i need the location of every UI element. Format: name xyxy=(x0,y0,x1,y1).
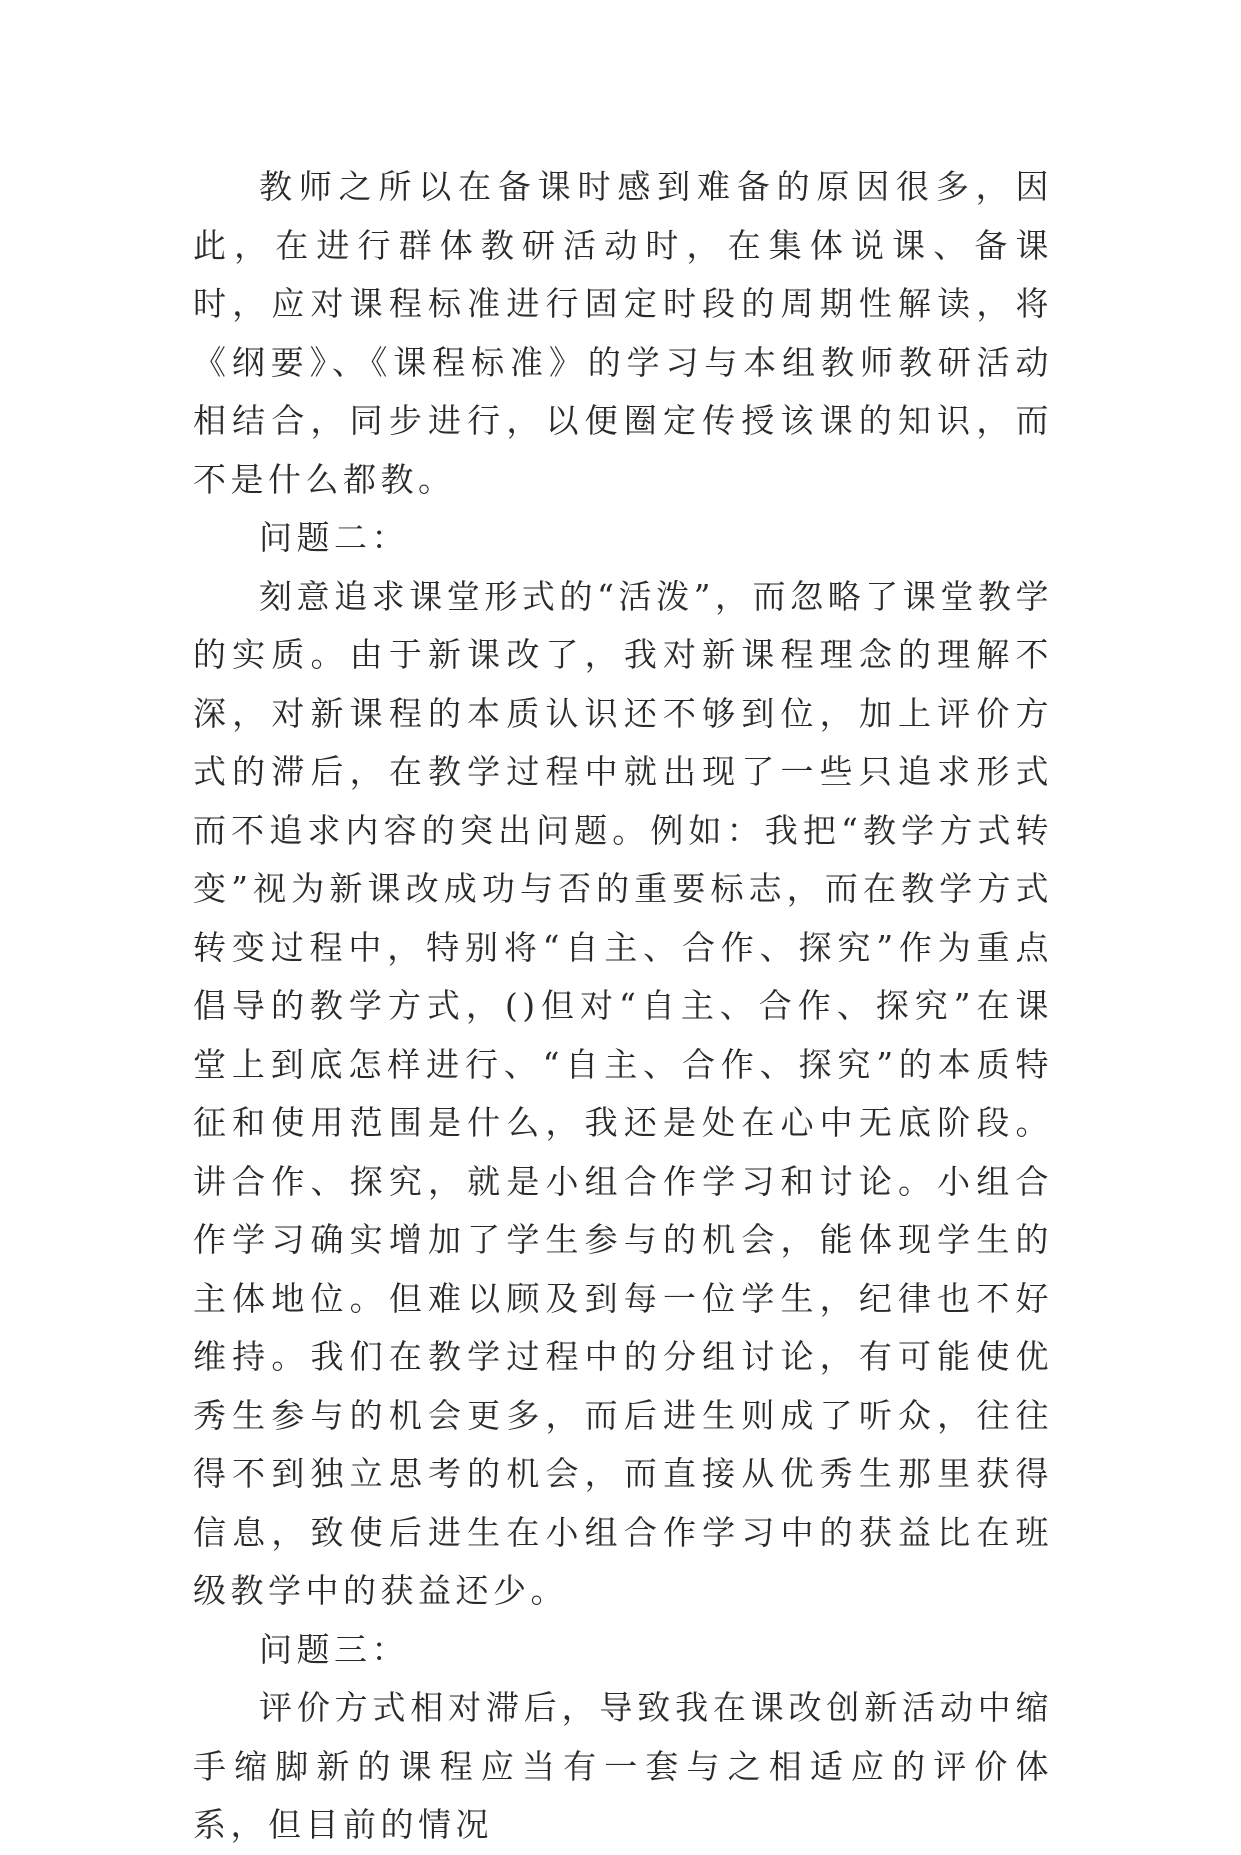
paragraph-problem-three: 评价方式相对滞后，导致我在课改创新活动中缩手缩脚新的课程应当有一套与之相适应的评价体系，但目前的情况 xyxy=(193,1688,1053,1844)
paragraph-lesson-prep: 教师之所以在备课时感到难备的原因很多，因此，在进行群体教研活动时，在集体说课、备课时，应对课程标准进行固定时段的周期性解读，将《纲要》、《课程标准》的学习与本组教师教研活动相结合，同步进行，以便圈定传授该课的知识，而不是什么都教。 xyxy=(193,167,1053,499)
paragraph-problem-two: 刻意追求课堂形式的“活泼”，而忽略了课堂教学的实质。由于新课改了，我对新课程理念的理解不深，对新课程的本质认识还不够到位，加上评价方式的滞后，在教学过程中就出现了一些只追求形式而不追求内容的突出问题。例如：我把“教学方式转变”视为新课改成功与否的重要标志，而在教学方式转变过程中，特别将“自主、合作、探究”作为重点倡导的教学方式，()但对“自主、合作、探究”在课堂上到底怎样进行、“自主、合作、探究”的本质特征和使用范围是什么，我还是处在心中无底阶段。讲合作、探究，就是小组合作学习和讨论。小组合作学习确实增加了学生参与的机会，能体现学生的主体地位。但难以顾及到每一位学生，纪律也不好维持。我们在教学过程中的分组讨论，有可能使优秀生参与的机会更多，而后进生则成了听众，往往得不到独立思考的机会，而直接从优秀生那里获得信息，致使后进生在小组合作学习中的获益比在班级教学中的获益还少。 xyxy=(193,576,1053,1610)
heading-problem-two: 问题二： xyxy=(259,518,409,557)
document-body xyxy=(193,158,1053,1855)
heading-problem-three: 问题三： xyxy=(259,1629,409,1669)
